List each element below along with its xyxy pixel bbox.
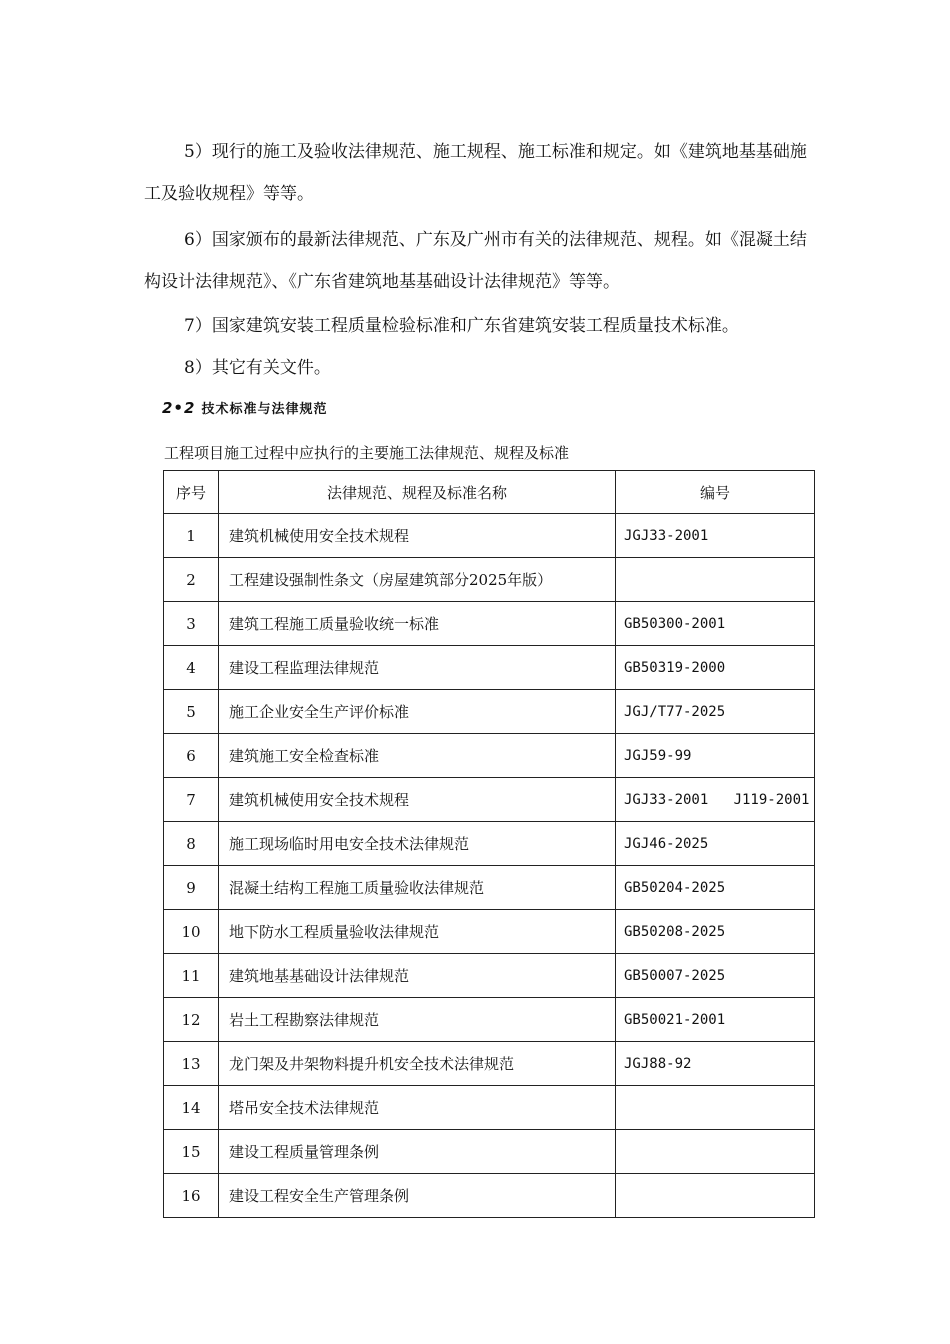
section-number: 2•2 (162, 399, 196, 417)
table-row (164, 558, 815, 602)
row-standard-name: 建筑机械使用安全技术规程 (219, 778, 616, 822)
row-number: 8 (164, 822, 219, 866)
row-standard-code: JGJ33-2001 (616, 514, 815, 558)
table-header-row (164, 471, 815, 514)
row-number: 13 (164, 1042, 219, 1086)
table-row (164, 646, 815, 690)
row-standard-name: 施工现场临时用电安全技术法律规范 (219, 822, 616, 866)
section-heading (162, 398, 327, 417)
row-number: 6 (164, 734, 219, 778)
section-title: 技术标准与法律规范 (201, 402, 328, 417)
row-standard-code: JGJ59-99 (616, 734, 815, 778)
row-standard-name: 工程建设强制性条文（房屋建筑部分2025年版） (219, 558, 616, 602)
table-row (164, 1042, 815, 1086)
row-standard-name: 塔吊安全技术法律规范 (219, 1086, 616, 1130)
header-name: 法律规范、规程及标准名称 (219, 471, 616, 514)
table-row (164, 910, 815, 954)
table-row (164, 866, 815, 910)
row-number: 3 (164, 602, 219, 646)
row-standard-name: 建设工程安全生产管理条例 (219, 1174, 616, 1218)
row-standard-code (616, 1174, 815, 1218)
row-standard-name: 龙门架及井架物料提升机安全技术法律规范 (219, 1042, 616, 1086)
row-standard-name: 建筑施工安全检查标准 (219, 734, 616, 778)
row-number: 4 (164, 646, 219, 690)
table-row (164, 514, 815, 558)
row-standard-code: JGJ88-92 (616, 1042, 815, 1086)
table-row (164, 778, 815, 822)
paragraph-item-6: 6）国家颁布的最新法律规范、广东及广州市有关的法律规范、规程。如《混凝土结构设计法律规范》、《广东省建筑地基基础设计法律规范》等等。 (144, 230, 807, 292)
row-standard-code: JGJ/T77-2025 (616, 690, 815, 734)
row-number: 9 (164, 866, 219, 910)
paragraph-item-5: 5）现行的施工及验收法律规范、施工规程、施工标准和规定。如《建筑地基基础施工及验收规程》等等。 (144, 142, 807, 204)
row-standard-name: 建筑地基基础设计法律规范 (219, 954, 616, 998)
row-standard-name: 岩土工程勘察法律规范 (219, 998, 616, 1042)
table-row (164, 690, 815, 734)
row-standard-code: GB50300-2001 (616, 602, 815, 646)
table-row (164, 998, 815, 1042)
row-number: 2 (164, 558, 219, 602)
row-number: 15 (164, 1130, 219, 1174)
row-standard-code: GB50204-2025 (616, 866, 815, 910)
row-standard-name: 混凝土结构工程施工质量验收法律规范 (219, 866, 616, 910)
row-standard-code: GB50021-2001 (616, 998, 815, 1042)
row-number: 1 (164, 514, 219, 558)
table-row (164, 1174, 815, 1218)
row-standard-name: 建筑工程施工质量验收统一标准 (219, 602, 616, 646)
row-number: 12 (164, 998, 219, 1042)
row-standard-name: 施工企业安全生产评价标准 (219, 690, 616, 734)
table-caption: 工程项目施工过程中应执行的主要施工法律规范、规程及标准 (164, 444, 570, 462)
row-number: 10 (164, 910, 219, 954)
table-body (164, 514, 815, 1218)
paragraph-item-7: 7）国家建筑安装工程质量检验标准和广东省建筑安装工程质量技术标准。 (184, 316, 739, 336)
header-code: 编号 (616, 471, 815, 514)
row-standard-code: GB50208-2025 (616, 910, 815, 954)
row-standard-code: GB50007-2025 (616, 954, 815, 998)
header-seq: 序号 (164, 471, 219, 514)
table-row (164, 734, 815, 778)
table-row (164, 1086, 815, 1130)
standards-table (163, 470, 815, 1218)
paragraph-item-8: 8）其它有关文件。 (184, 358, 331, 378)
row-standard-code: JGJ33-2001 J119-2001 (616, 778, 815, 822)
row-number: 7 (164, 778, 219, 822)
table-row (164, 822, 815, 866)
row-number: 5 (164, 690, 219, 734)
row-standard-name: 建筑机械使用安全技术规程 (219, 514, 616, 558)
row-number: 14 (164, 1086, 219, 1130)
row-standard-code (616, 558, 815, 602)
row-standard-code: JGJ46-2025 (616, 822, 815, 866)
row-standard-code (616, 1130, 815, 1174)
table-row (164, 954, 815, 998)
row-standard-name: 建设工程监理法律规范 (219, 646, 616, 690)
row-standard-name: 地下防水工程质量验收法律规范 (219, 910, 616, 954)
table-row (164, 602, 815, 646)
row-standard-name: 建设工程质量管理条例 (219, 1130, 616, 1174)
row-number: 11 (164, 954, 219, 998)
row-standard-code (616, 1086, 815, 1130)
row-number: 16 (164, 1174, 219, 1218)
row-standard-code: GB50319-2000 (616, 646, 815, 690)
table-row (164, 1130, 815, 1174)
